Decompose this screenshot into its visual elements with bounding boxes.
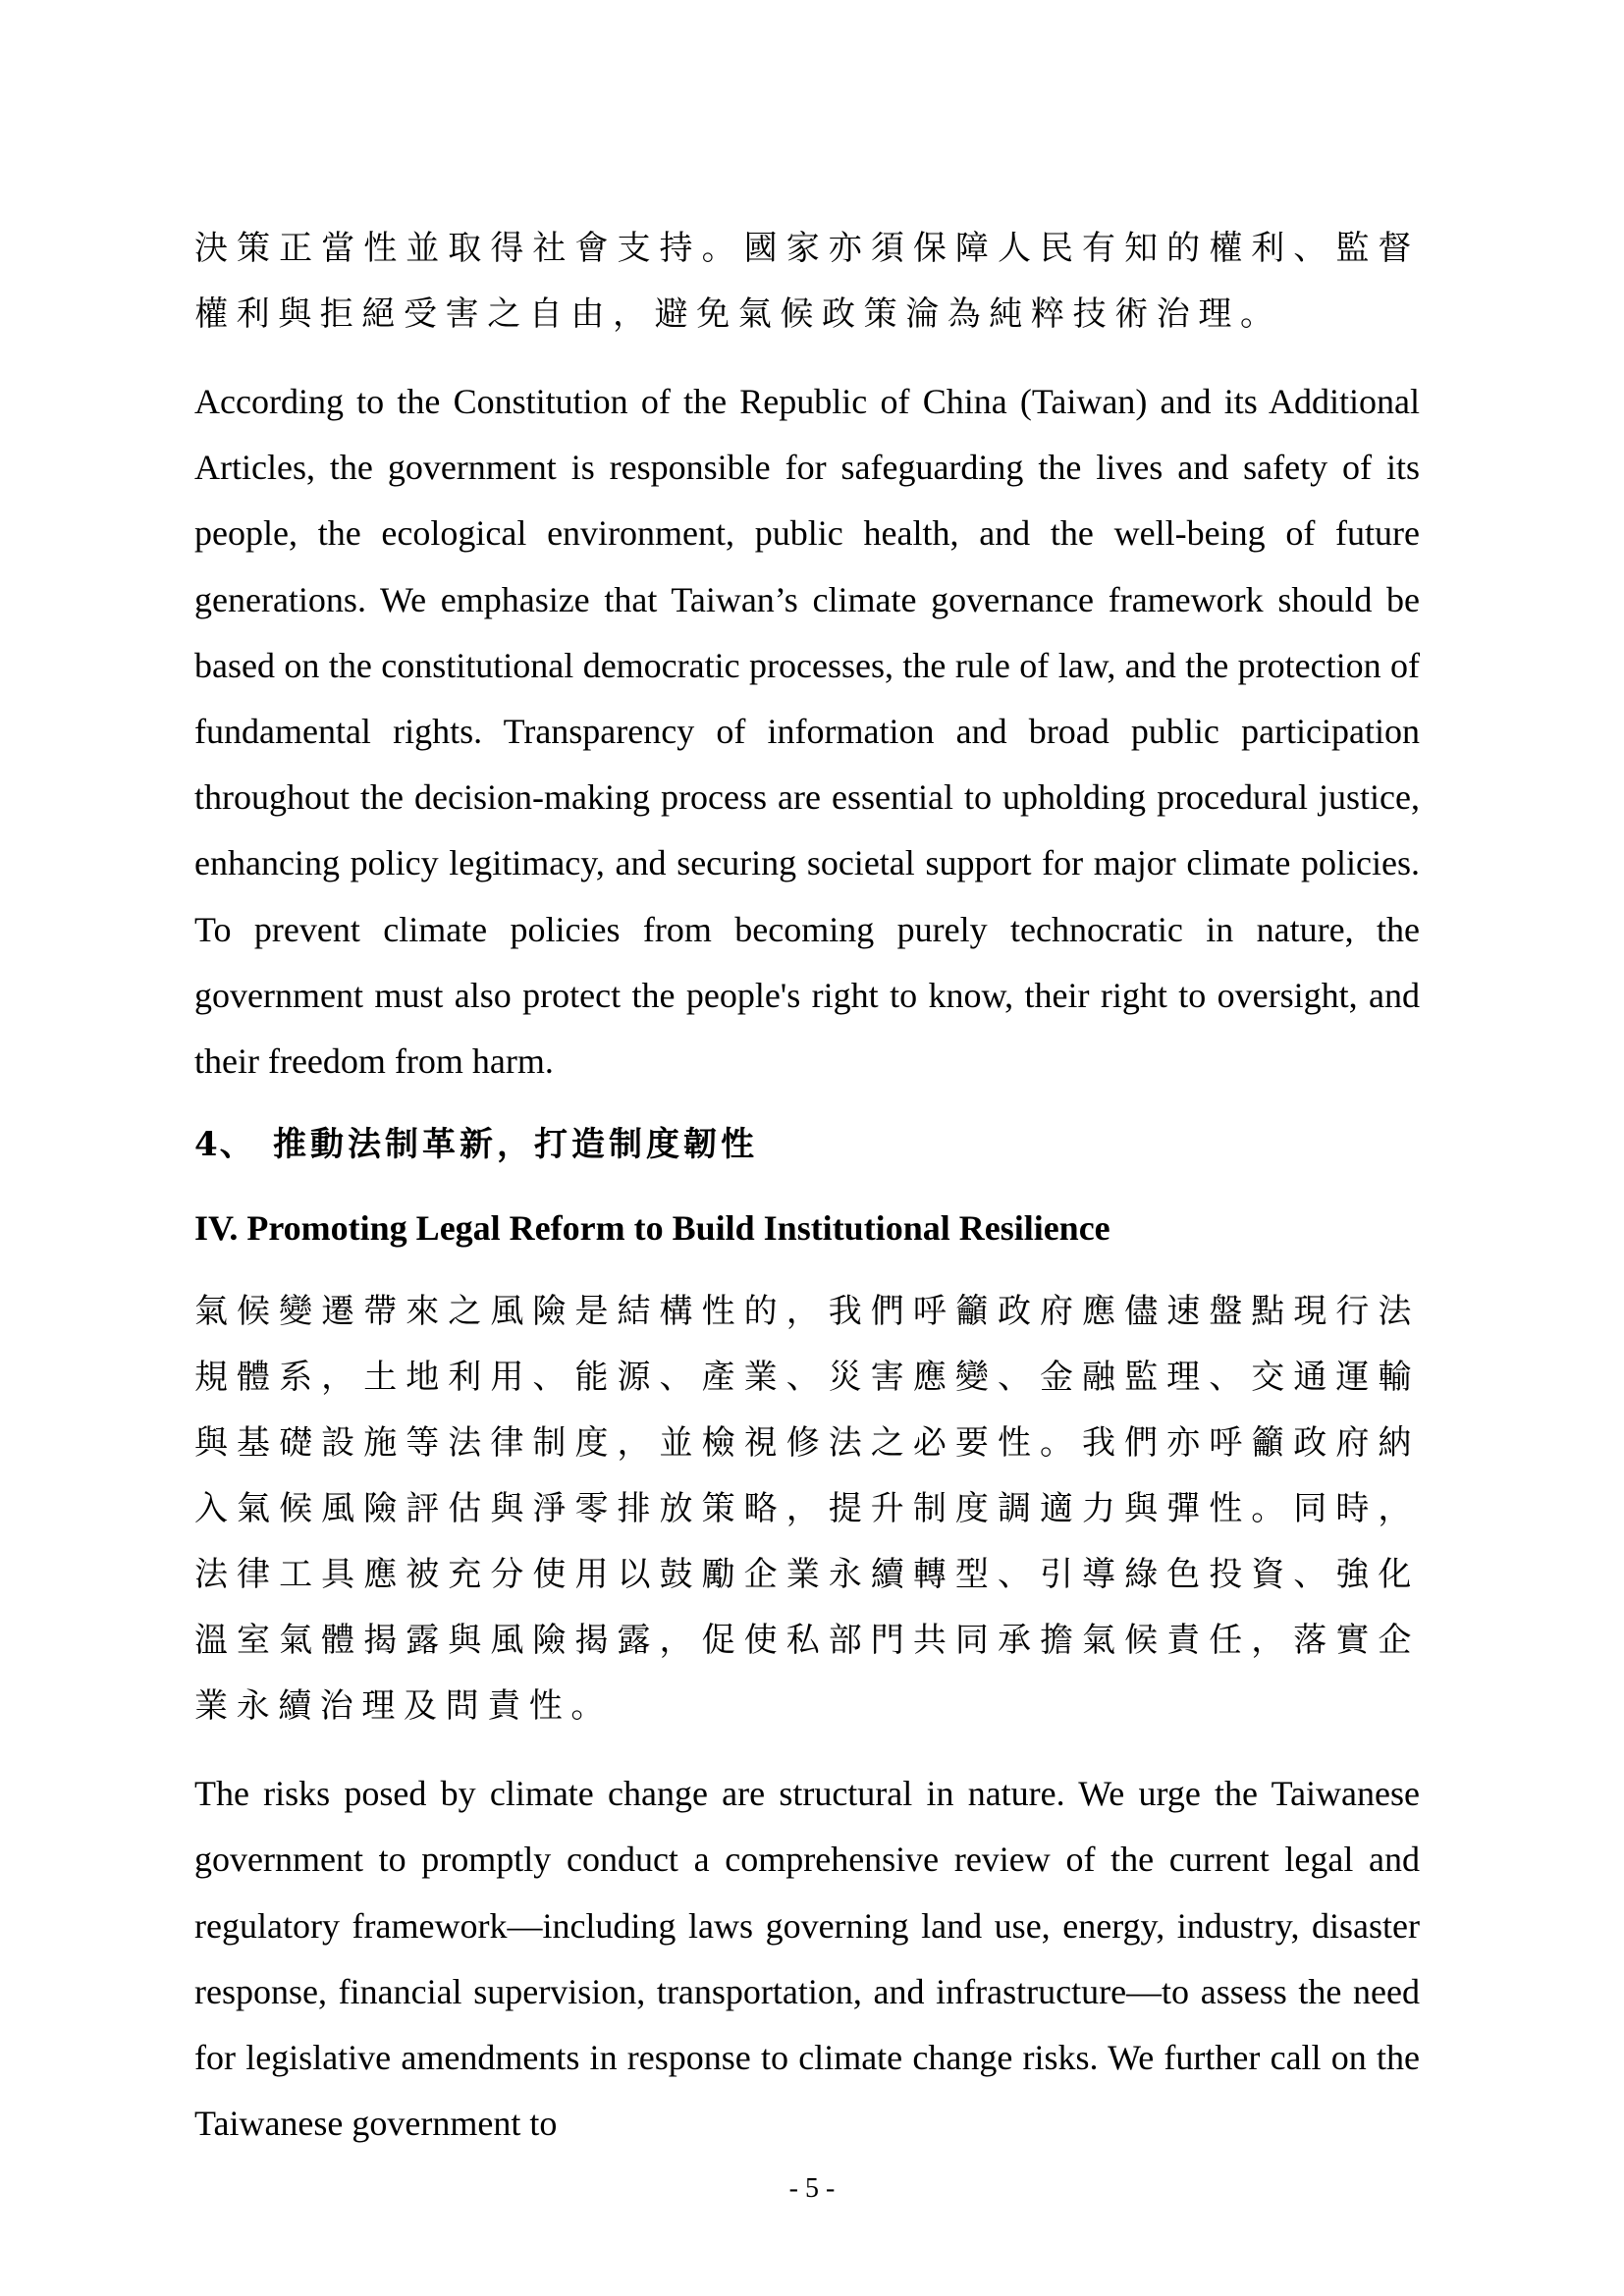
continuation-english-paragraph: According to the Constitution of the Republic of China (Taiwan) and its Additional Articles, the government is responsible for safeguarding the lives and safety of its people, the ecological environment, public health, and the well-being of future generations. We emphasize that Taiwan’s climate governance framework should be based on the constitutional democratic processes, the rule of law, and the protection of fundamental rights. Transparency of information and broad public participation throughout the decision-making process are essential to upholding procedural justice, enhancing policy legitimacy, and securing societal support for major climate policies. To prevent climate policies from becoming purely technocratic in nature, the government must also protect the people's right to know, their right to oversight, and their freedom from harm. [194, 382, 1420, 1082]
section-4-english-heading: IV. Promoting Legal Reform to Build Institutional Resilience [194, 1208, 1110, 1249]
section-4-chinese-paragraph: 氣候變遷帶來之風險是結構性的，我們呼籲政府應儘速盤點現行法規體系，土地利用、能源、產業、災害應變、金融監理、交通運輸與基礎設施等法律制度，並檢視修法之必要性。我們亦呼籲政府納入氣候風險評估與淨零排放策略，提升制度調適力與彈性。同時，法律工具應被充分使用以鼓勵企業永續轉型、引導綠色投資、強化溫室氣體揭露與風險揭露，促使私部門共同承擔氣候責任，落實企業永續治理及問責性。 [194, 1292, 1420, 1727]
section-4-chinese-title: 推動法制革新，打造制度韌性 [273, 1125, 758, 1165]
continuation-chinese-paragraph: 決策正當性並取得社會支持。國家亦須保障人民有知的權利、監督權利與拒絕受害之自由，避免氣候政策淪為純粹技術治理。 [194, 229, 1420, 334]
section-4-chinese-heading [194, 1112, 1420, 1178]
page-body [194, 216, 1420, 2157]
section-4-english-paragraph: The risks posed by climate change are structural in nature. We urge the Taiwanese government to promptly conduct a comprehensive review of the current legal and regulatory framework—including laws governing land use, energy, industry, disaster response, financial supervision, transportation, and infrastructure—to assess the need for legislative amendments in response to climate change risks. We further call on the Taiwanese government to [194, 1774, 1420, 2144]
page-number: - 5 - [788, 2173, 836, 2204]
section-4-number: 4、 [194, 1125, 255, 1165]
